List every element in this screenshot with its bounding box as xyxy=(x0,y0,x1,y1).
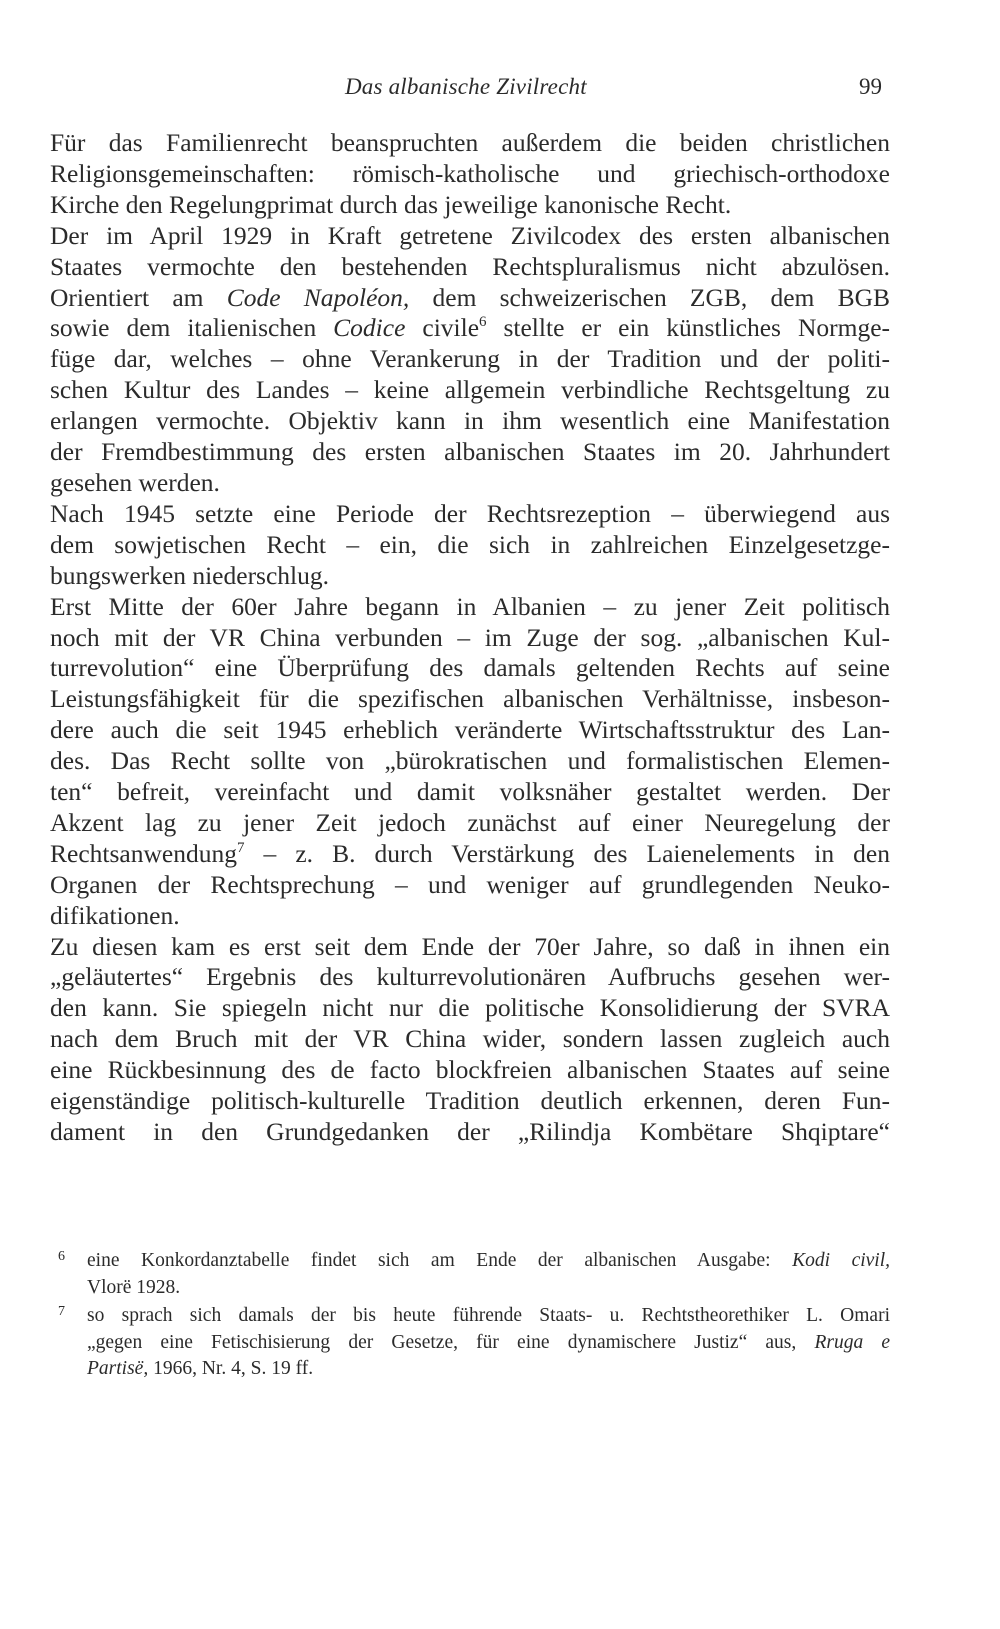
text-line: schen Kultur des Landes – keine allgemein verbindliche Rechtsgeltung zu xyxy=(50,375,890,405)
text-line xyxy=(50,313,890,344)
text-line: eine Rückbesinnung des de facto blockfreien albanischen Staates auf seine xyxy=(50,1055,890,1085)
partise-title: Partisë, xyxy=(87,1358,149,1379)
text-run: civile xyxy=(422,313,480,343)
footnote-line xyxy=(87,1330,890,1357)
footnote-mark: 7 xyxy=(58,1304,65,1319)
footnote-line xyxy=(87,1248,890,1275)
text-line: Kirche den Regelungprimat durch das jeweilige kanonische Recht. xyxy=(50,189,732,219)
text-run: stellte er ein künstliches Normge- xyxy=(503,313,891,343)
text-line: Akzent lag zu jener Zeit jedoch zunächst auf einer Neuregelung der xyxy=(50,807,890,837)
text-run: dem schweizerischen ZGB, dem BGB xyxy=(432,282,891,312)
footnote-line: so sprach sich damals der bis heute führende Staats- u. Rechtstheorethiker L. Omari xyxy=(87,1305,890,1326)
footnotes xyxy=(58,1248,890,1385)
paragraph-1 xyxy=(50,128,890,221)
rruga-title: Rruga e xyxy=(814,1331,891,1353)
kodi-civil-title: Kodi civil, xyxy=(792,1250,891,1271)
text-line: turrevolution“ eine Überprüfung des damals geltenden Rechts auf seine xyxy=(50,653,890,683)
footnote-line: Vlorë 1928. xyxy=(87,1276,181,1298)
text-line: nach dem Bruch mit der VR China wider, sondern lassen zugleich auch xyxy=(50,1024,890,1054)
text-run: – z. B. durch Verstärkung des Laienelements in den xyxy=(263,838,890,868)
codice-title: Codice xyxy=(333,313,406,343)
footnote-text: eine Konkordanztabelle findet sich am Ende der albanischen Ausgabe: xyxy=(87,1250,771,1271)
text-run: sowie dem italienischen xyxy=(50,313,317,343)
text-line: dem sowjetischen Recht – ein, die sich in zahlreichen Einzelgesetzge- xyxy=(50,529,890,559)
text-line: „geläutertes“ Ergebnis des kulturrevolutionären Aufbruchs gesehen wer- xyxy=(50,962,890,992)
paragraph-5 xyxy=(50,932,890,1148)
footnote-7 xyxy=(58,1303,890,1383)
footnote-text: „gegen eine Fetischisierung der Gesetze, für eine dynamischere Justiz“ aus, xyxy=(87,1331,797,1353)
running-title: Das albanische Zivilrecht xyxy=(345,74,587,99)
running-head xyxy=(50,74,882,104)
text-line: Für das Familienrecht beanspruchten außerdem die beiden christlichen xyxy=(50,128,890,157)
text-line: Staates vermochte den bestehenden Rechtspluralismus nicht abzulösen. xyxy=(50,251,890,281)
footnote-ref-6[interactable]: 6 xyxy=(479,314,487,331)
page-number: 99 xyxy=(859,74,882,99)
text-line: Religionsgemeinschaften: römisch-katholische und griechisch-orthodoxe xyxy=(50,158,890,188)
text-line: Organen der Rechtsprechung – und weniger auf grundlegenden Neuko- xyxy=(50,869,890,899)
footnote-line xyxy=(87,1356,890,1383)
text-line: Nach 1945 setzte eine Periode der Rechtsrezeption – überwiegend aus xyxy=(50,498,890,528)
footnote-text: 1966, Nr. 4, S. 19 ff. xyxy=(153,1358,314,1379)
text-line xyxy=(50,283,890,314)
text-line: dament in den Grundgedanken der „Rilindja Kombëtare Shqiptare“ xyxy=(50,1117,890,1146)
footnote-6 xyxy=(58,1248,890,1301)
text-line: der Fremdbestimmung des ersten albanischen Staates im 20. Jahrhundert xyxy=(50,437,890,467)
text-line: Der im April 1929 in Kraft getretene Zivilcodex des ersten albanischen xyxy=(50,220,890,250)
paragraph-4 xyxy=(50,592,890,932)
text-line: noch mit der VR China verbunden – im Zuge der sog. „albanischen Kul- xyxy=(50,622,890,652)
text-line: des. Das Recht sollte von „bürokratischen und formalistischen Elemen- xyxy=(50,746,890,776)
text-line: gesehen werden. xyxy=(50,467,220,497)
footnote-mark: 6 xyxy=(58,1249,65,1264)
text-line: difikationen. xyxy=(50,900,180,930)
code-napoleon-title: Code Napoléon, xyxy=(226,282,410,312)
text-line: bungswerken niederschlug. xyxy=(50,560,330,590)
text-line: Erst Mitte der 60er Jahre begann in Albanien – zu jener Zeit politisch xyxy=(50,591,890,621)
text-line: erlangen vermochte. Objektiv kann in ihm wesentlich eine Manifestation xyxy=(50,406,890,436)
body-text xyxy=(50,128,890,1148)
text-line: dere auch die seit 1945 erheblich veränderte Wirtschaftsstruktur des Lan- xyxy=(50,715,890,745)
paragraph-3 xyxy=(50,499,890,592)
text-run: Rechtsanwendung xyxy=(50,838,237,868)
text-line: den kann. Sie spiegeln nicht nur die politische Konsolidierung der SVRA xyxy=(50,993,890,1023)
text-line: Leistungsfähigkeit für die spezifischen albanischen Verhältnisse, insbeson- xyxy=(50,684,890,714)
text-line: eigenständige politisch-kulturelle Tradition deutlich erkennen, deren Fun- xyxy=(50,1086,890,1116)
text-line: Zu diesen kam es erst seit dem Ende der 70er Jahre, so daß in ihnen ein xyxy=(50,931,890,961)
text-line: ten“ befreit, vereinfacht und damit volksnäher gestaltet werden. Der xyxy=(50,777,890,807)
text-line: füge dar, welches – ohne Verankerung in der Tradition und der politi- xyxy=(50,344,890,374)
text-line xyxy=(50,839,890,870)
footnote-ref-7[interactable]: 7 xyxy=(236,839,245,856)
text-run: Orientiert am xyxy=(50,282,204,312)
paragraph-2 xyxy=(50,221,890,499)
